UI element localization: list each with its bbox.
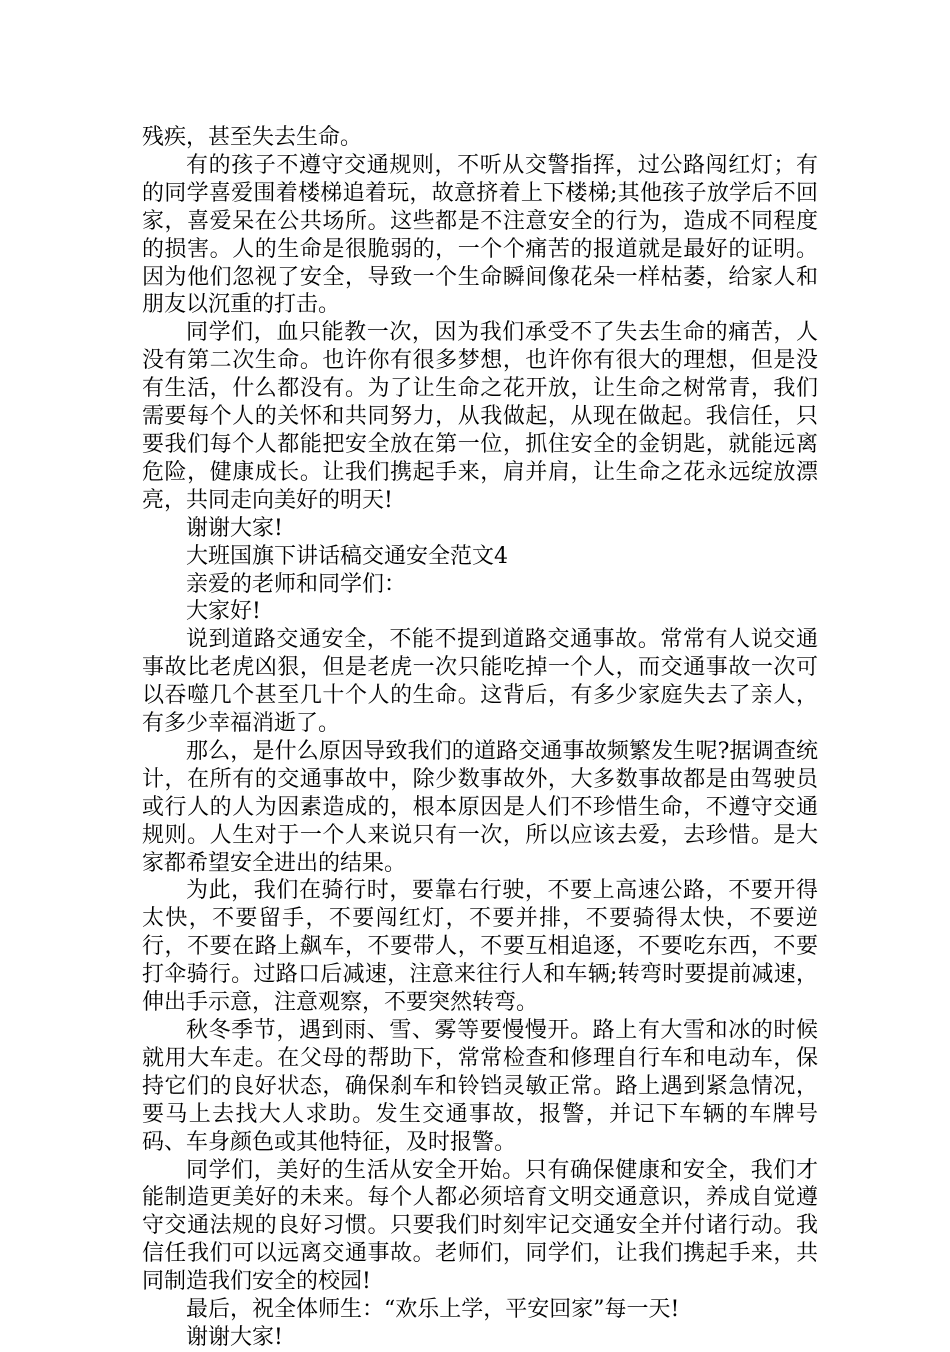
paragraph: 说到道路交通安全，不能不提到道路交通事故。常常有人说交通事故比老虎凶狠，但是老虎一次只能吃掉一个人，而交通事故一次可以吞噬几个甚至几十个人的生命。这背后，有多少家庭失去了亲人，有多少幸福消逝了。 [142, 627, 818, 737]
salutation: 亲爱的老师和同学们： [186, 571, 407, 597]
paragraph: 同学们，美好的生活从安全开始。只有确保健康和安全，我们才能制造更美好的未来。每个人都必须培育文明交通意识，养成自觉遵守交通法规的良好习惯。只要我们时刻牢记交通安全并付诸行动。我信任我们可以远离交通事故。老师们，同学们，让我们携起手来，共同制造我们安全的校园! [142, 1157, 818, 1295]
closing-wish: 最后，祝全体师生：“欢乐上学，平安回家”每一天! [186, 1297, 680, 1323]
paragraph: 为此，我们在骑行时，要靠右行驶，不要上高速公路，不要开得太快，不要留手，不要闯红灯，不要并排，不要骑得太快，不要逆行，不要在路上飙车，不要带人，不要互相追逐，不要吃东西，不要打伞骑行。过路口后减速，注意来往行人和车辆;转弯时要提前减速，伸出手示意，注意观察，不要突然转弯。 [142, 878, 818, 1016]
paragraph-continuation: 残疾，甚至失去生命。 [142, 125, 363, 150]
section-title: 大班国旗下讲话稿交通安全范文4 [186, 543, 508, 569]
greeting: 大家好! [186, 599, 261, 625]
paragraph: 秋冬季节，遇到雨、雪、雾等要慢慢开。路上有大雪和冰的时候就用大车走。在父母的帮助下，常常检查和修理自行车和电动车，保持它们的良好状态，确保刹车和铃铛灵敏正常。路上遇到紧急情况，要马上去找大人求助。发生交通事故，报警，并记下车辆的车牌号码、车身颜色或其他特征，及时报警。 [142, 1018, 818, 1155]
document-body [142, 124, 818, 1352]
paragraph: 那么，是什么原因导致我们的道路交通事故频繁发生呢?据调查统计，在所有的交通事故中，除少数事故外，大多数事故都是由驾驶员或行人的人为因素造成的，根本原因是人们不珍惜生命，不遵守交通规则。人生对于一个人来说只有一次，所以应该去爱，去珍惜。是大家都希望安全进出的结果。 [142, 738, 818, 876]
closing-thanks: 谢谢大家! [186, 515, 283, 541]
closing-thanks: 谢谢大家! [186, 1324, 283, 1350]
paragraph: 同学们，血只能教一次，因为我们承受不了失去生命的痛苦，人没有第二次生命。也许你有很多梦想，也许你有很大的理想，但是没有生活，什么都没有。为了让生命之花开放，让生命之树常青，我们需要每个人的关怀和共同努力，从我做起，从现在做起。我信任，只要我们每个人都能把安全放在第一位，抓住安全的金钥匙，就能远离危险，健康成长。让我们携起手来，肩并肩，让生命之花永远绽放漂亮，共同走向美好的明天! [142, 320, 818, 513]
paragraph: 有的孩子不遵守交通规则，不听从交警指挥，过公路闯红灯；有的同学喜爱围着楼梯追着玩，故意挤着上下楼梯;其他孩子放学后不回家，喜爱呆在公共场所。这些都是不注意安全的行为，造成不同程度的损害。人的生命是很脆弱的，一个个痛苦的报道就是最好的证明。因为他们忽视了安全，导致一个生命瞬间像花朵一样枯萎，给家人和朋友以沉重的打击。 [142, 152, 818, 318]
